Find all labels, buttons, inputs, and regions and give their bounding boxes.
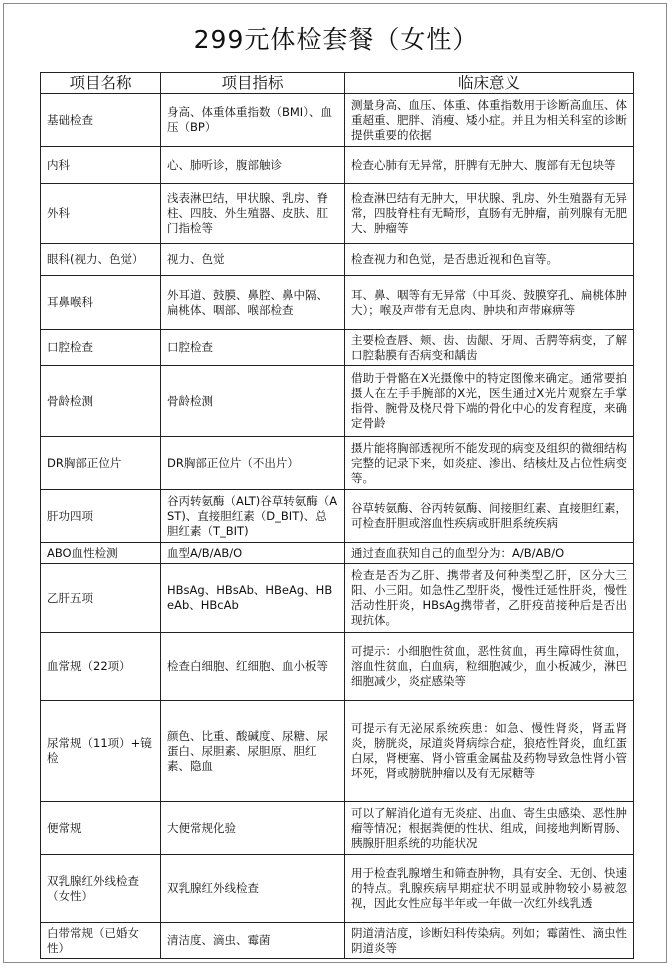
item-meaning: 通过查血获知自己的血型分为：A/B/AB/O	[345, 543, 634, 564]
table-row	[41, 923, 634, 959]
item-meaning: 检查视力和色觉，是否患近视和色盲等。	[345, 244, 634, 276]
item-indicator: 骨龄检测	[161, 366, 345, 437]
item-meaning: 主要检查唇、颊、齿、齿龈、牙周、舌腭等病变，了解口腔黏膜有否病变和龋齿	[345, 330, 634, 366]
item-indicator: 血型A/B/AB/O	[161, 543, 345, 564]
table-header-row	[41, 73, 634, 94]
item-meaning: 阴道清洁度，诊断妇科传染病。列如；霉菌性、滴虫性阴道炎等	[345, 923, 634, 959]
table-row	[41, 147, 634, 184]
item-name: 肝功四项	[41, 490, 161, 543]
item-indicator: 外耳道、鼓膜、鼻腔、鼻中隔、扁桃体、咽部、喉部检查	[161, 276, 345, 330]
item-meaning: 可提示有无泌尿系统疾患：如急、慢性肾炎，肾盂肾炎，膀胱炎，尿道炎肾病综合症，狼疮性肾炎，血红蛋白尿，肾梗塞、肾小管重金属盐及药物导致急性肾小管坏死，肾或膀胱肿瘤以及有无尿糖等	[345, 701, 634, 802]
table-row	[41, 437, 634, 490]
item-indicator: 浅表淋巴结，甲状腺、乳房、脊柱、四肢、外生殖器、皮肤、肛门指检等	[161, 184, 345, 244]
item-indicator: 谷丙转氨酶（ALT)谷草转氨酶（AST)、直接胆红素（D_BIT)、总胆红素（T_BIT)	[161, 490, 345, 543]
table-row	[41, 564, 634, 633]
table-row	[41, 330, 634, 366]
item-meaning: 可提示：小细胞性贫血，恶性贫血，再生障碍性贫血，溶血性贫血，白血病，粒细胞减少，血小板减少，淋巴细胞减少，炎症感染等	[345, 633, 634, 701]
item-name: ABO血性检测	[41, 543, 161, 564]
item-meaning: 借助于骨骼在X光摄像中的特定图像来确定。通常要拍摄人在左手手腕部的X光，医生通过X光片观察左手掌指骨、腕骨及桡尺骨下端的骨化中心的发育程度，来确定骨龄	[345, 366, 634, 437]
item-indicator: 颜色、比重、酸碱度、尿糖、尿蛋白、尿胆素、尿胆原、胆红素、隐血	[161, 701, 345, 802]
item-meaning: 谷草转氨酶、谷丙转氨酶、间接胆红素、直接胆红素，可检查肝胆或溶血性疾病或肝胆系统疾病	[345, 490, 634, 543]
item-indicator: 检查白细胞、红细胞、血小板等	[161, 633, 345, 701]
header-item-name: 项目名称	[41, 73, 161, 94]
page-title: 299元体检套餐（女性）	[193, 25, 479, 54]
item-name: 白带常规（已婚女性）	[41, 923, 161, 959]
header-item-indicator: 项目指标	[161, 73, 345, 94]
item-meaning: 检查心肺有无异常，肝脾有无肿大、腹部有无包块等	[345, 147, 634, 184]
item-indicator: 双乳腺红外线检查	[161, 855, 345, 923]
item-name: 双乳腺红外线检查（女性）	[41, 855, 161, 923]
item-name: 外科	[41, 184, 161, 244]
item-meaning: 测量身高、血压、体重、体重指数用于诊断高血压、体重超重、肥胖、消瘦、矮小症。并且为相关科室的诊断提供重要的依据	[345, 94, 634, 147]
item-name: 耳鼻喉科	[41, 276, 161, 330]
item-name: 血常规（22项）	[41, 633, 161, 701]
item-indicator: 清洁度、滴虫、霉菌	[161, 923, 345, 959]
item-indicator: 身高、体重体重指数（BMI）、血压（BP）	[161, 94, 345, 147]
item-name: 乙肝五项	[41, 564, 161, 633]
item-name: 尿常规（11项）+镜检	[41, 701, 161, 802]
item-indicator: 口腔检查	[161, 330, 345, 366]
item-meaning: 可以了解消化道有无炎症、出血、寄生虫感染、恶性肿瘤等情况；根据粪便的性状、组成，间接地判断胃肠、胰腺肝胆系统的功能状况	[345, 802, 634, 855]
item-name: 眼科(视力、色觉）	[41, 244, 161, 276]
checkup-table	[40, 72, 634, 959]
page	[3, 3, 667, 963]
table-row	[41, 244, 634, 276]
item-name: 基础检查	[41, 94, 161, 147]
item-name: 内科	[41, 147, 161, 184]
table-row	[41, 633, 634, 701]
item-meaning: 摄片能将胸部透视所不能发现的病变及组织的微细结构完整的记录下来，如炎症、渗出、结核灶及占位性病变等。	[345, 437, 634, 490]
item-name: DR胸部正位片	[41, 437, 161, 490]
table-row	[41, 366, 634, 437]
item-indicator: HBsAg、HBsAb、HBeAg、HBeAb、HBcAb	[161, 564, 345, 633]
table-row	[41, 490, 634, 543]
item-indicator: DR胸部正位片（不出片）	[161, 437, 345, 490]
table-row	[41, 855, 634, 923]
item-meaning: 用于检查乳腺增生和筛查肿物，具有安全、无创、快速的特点。乳腺疾病早期症状不明显或肿物较小易被忽视，因此女性应每半年或一年做一次红外线乳透	[345, 855, 634, 923]
item-indicator: 心、肺听诊，腹部触诊	[161, 147, 345, 184]
item-name: 骨龄检测	[41, 366, 161, 437]
item-meaning: 检查是否为乙肝、携带者及何种类型乙肝，区分大三阳、小三阳。如急性乙型肝炎，慢性迁延性肝炎，慢性活动性肝炎，HBsAg携带者，乙肝疫苗接种后是否出现抗体。	[345, 564, 634, 633]
table-row	[41, 802, 634, 855]
item-indicator: 大便常规化验	[161, 802, 345, 855]
table-row	[41, 543, 634, 564]
item-meaning: 耳、鼻、咽等有无异常（中耳炎、鼓膜穿孔、扁桃体肿大）；喉及声带有无息肉、肿块和声带麻痹等	[345, 276, 634, 330]
item-name: 便常规	[41, 802, 161, 855]
header-clinical-meaning: 临床意义	[345, 73, 634, 94]
item-indicator: 视力、色觉	[161, 244, 345, 276]
item-name: 口腔检查	[41, 330, 161, 366]
table-row	[41, 276, 634, 330]
table-row	[41, 184, 634, 244]
table-row	[41, 701, 634, 802]
table-row	[41, 94, 634, 147]
item-meaning: 检查淋巴结有无肿大，甲状腺、乳房、外生殖器有无异常，四肢脊柱有无畸形，直肠有无肿瘤，前列腺有无肥大、肿瘤等	[345, 184, 634, 244]
